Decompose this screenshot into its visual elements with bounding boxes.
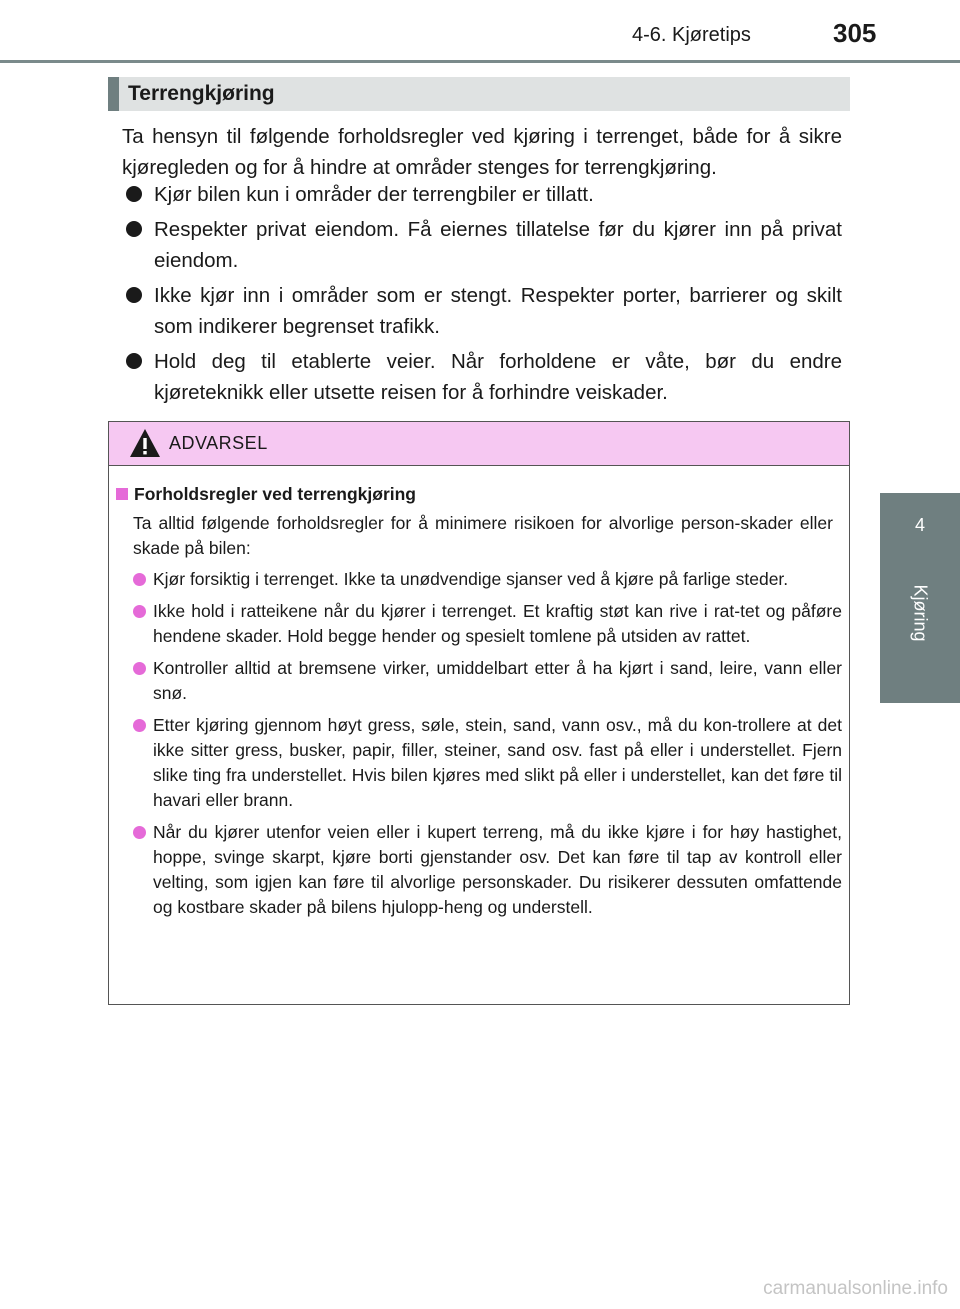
bullet-icon: [126, 353, 142, 369]
list-item-text: Respekter privat eiendom. Få eiernes tillatelse før du kjører inn på privat eiendom.: [154, 218, 842, 272]
warning-sub-heading-text: Forholdsregler ved terrengkjøring: [134, 484, 416, 504]
list-item: [122, 346, 842, 408]
list-item-text: Ikke hold i ratteikene når du kjører i terrenget. Et kraftig støt kan rive i rat-tet og påføre hendene skader. Hold begge hender og spesielt tomlene på utsiden av rattet.: [153, 601, 842, 646]
bullet-icon: [126, 186, 142, 202]
list-item-text: Hold deg til etablerte veier. Når forholdene er våte, bør du endre kjøreteknikk eller utsette reisen for å forhindre veiskader.: [154, 350, 842, 404]
warning-header: [109, 422, 849, 466]
list-item-text: Ikke kjør inn i områder som er stengt. Respekter porter, barrierer og skilt som indikerer begrenset trafikk.: [154, 284, 842, 338]
section-heading-accent: [108, 77, 119, 111]
list-item: [133, 599, 842, 649]
section-heading-bar: [108, 77, 850, 111]
watermark: carmanualsonline.info: [763, 1278, 948, 1299]
section-reference: 4-6. Kjøretips: [632, 24, 751, 46]
list-item: [122, 179, 842, 210]
list-item-text: Kontroller alltid at bremsene virker, umiddelbart etter å ha kjørt i sand, leire, vann eller snø.: [153, 658, 842, 703]
list-item: [133, 713, 842, 813]
warning-item-list: [133, 567, 842, 927]
section-bullet-list: [122, 179, 842, 412]
square-bullet-icon: [116, 488, 128, 500]
header-rule: [0, 60, 960, 63]
bullet-icon: [133, 719, 146, 732]
bullet-icon: [126, 221, 142, 237]
chapter-number: 4: [914, 515, 925, 535]
list-item: [133, 656, 842, 706]
section-heading: Terrengkjøring: [128, 82, 275, 105]
bullet-icon: [133, 605, 146, 618]
warning-sub-heading: [116, 484, 416, 505]
section-intro: Ta hensyn til følgende forholdsregler ved kjøring i terrenget, både for å sikre kjøregleden og for å hindre at områder stenges for terrengkjøring.: [122, 125, 842, 179]
bullet-icon: [126, 287, 142, 303]
chapter-side-tab: [880, 493, 960, 703]
chapter-label: Kjøring: [910, 584, 931, 642]
bullet-icon: [133, 826, 146, 839]
list-item-text: Kjør bilen kun i områder der terrengbiler er tillatt.: [154, 183, 594, 206]
bullet-icon: [133, 662, 146, 675]
list-item: [133, 820, 842, 920]
list-item-text: Etter kjøring gjennom høyt gress, søle, stein, sand, vann osv., må du kon-trollere at det ikke sitter gress, busker, papir, filler, steiner, sand osv. fast på eller i understellet. Fjern slike ting fra understellet. Hvis bilen kjøres med slikt på eller i understellet, kan det føre til havari eller brann.: [153, 715, 842, 810]
list-item-text: Kjør forsiktig i terrenget. Ikke ta unødvendige sjanser ved å kjøre på farlige steder.: [153, 569, 789, 589]
warning-title: ADVARSEL: [169, 433, 268, 453]
warning-triangle-icon: [129, 428, 161, 458]
list-item: [133, 567, 842, 592]
warning-intro: Ta alltid følgende forholdsregler for å minimere risikoen for alvorlige person-skader eller skade på bilen:: [133, 513, 833, 558]
bullet-icon: [133, 573, 146, 586]
warning-box: [108, 421, 850, 1005]
list-item: [122, 214, 842, 276]
list-item-text: Når du kjører utenfor veien eller i kupert terreng, må du ikke kjøre i for høy hastighet, hoppe, svinge skarpt, kjøre borti gjenstander osv. Det kan føre til tap av kontroll eller velting, som igjen kan føre til alvorlige personskader. Du risikerer dessuten omfattende og kostbare skader på bilens hjulopp-heng og understell.: [153, 822, 842, 917]
list-item: [122, 280, 842, 342]
page-number: 305: [833, 18, 877, 48]
